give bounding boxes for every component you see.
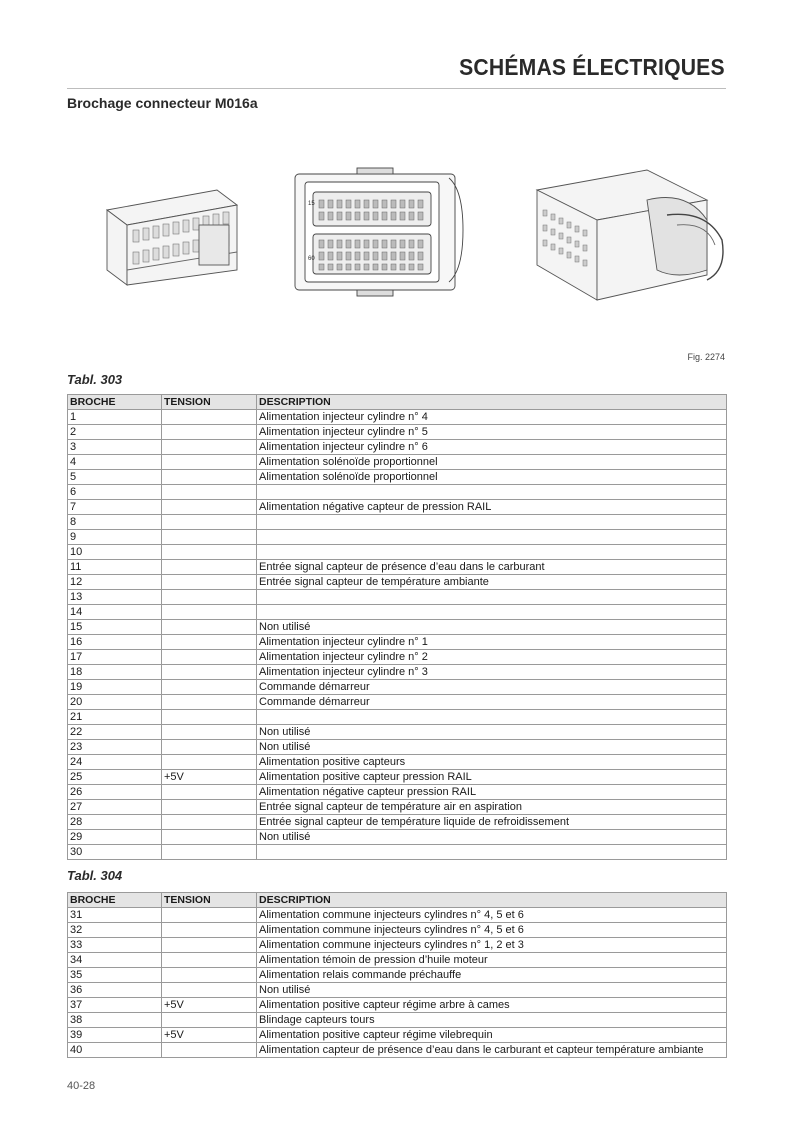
cell-description: Alimentation positive capteurs xyxy=(257,755,727,770)
page-number: 40-28 xyxy=(67,1080,96,1092)
cell-tension xyxy=(162,665,257,680)
table-row xyxy=(68,923,727,938)
cell-tension xyxy=(162,755,257,770)
table-row xyxy=(68,560,727,575)
cell-description: Entrée signal capteur de température liquide de refroidissement xyxy=(257,815,727,830)
cell-broche: 11 xyxy=(68,560,162,575)
cell-broche: 38 xyxy=(68,1013,162,1028)
cell-broche: 22 xyxy=(68,725,162,740)
table-row xyxy=(68,650,727,665)
cell-broche: 37 xyxy=(68,998,162,1013)
cell-broche: 17 xyxy=(68,650,162,665)
cell-tension xyxy=(162,938,257,953)
table-row xyxy=(68,680,727,695)
cell-broche: 35 xyxy=(68,968,162,983)
cell-broche: 20 xyxy=(68,695,162,710)
cell-tension xyxy=(162,740,257,755)
cell-tension xyxy=(162,983,257,998)
cell-tension xyxy=(162,605,257,620)
cell-description: Alimentation positive capteur régime vilebrequin xyxy=(257,1028,727,1043)
table-row xyxy=(68,815,727,830)
cell-tension xyxy=(162,953,257,968)
cell-broche: 6 xyxy=(68,485,162,500)
cell-description xyxy=(257,605,727,620)
cell-tension xyxy=(162,530,257,545)
cell-broche: 3 xyxy=(68,440,162,455)
cell-broche: 19 xyxy=(68,680,162,695)
connector-figure xyxy=(67,130,727,360)
cell-description: Non utilisé xyxy=(257,725,727,740)
table-row xyxy=(68,440,727,455)
cell-tension xyxy=(162,650,257,665)
connector-drawings xyxy=(67,130,727,360)
cell-description: Commande démarreur xyxy=(257,695,727,710)
header-broche: BROCHE xyxy=(68,395,162,410)
cell-broche: 34 xyxy=(68,953,162,968)
table-row xyxy=(68,455,727,470)
cell-description: Alimentation injecteur cylindre n° 4 xyxy=(257,410,727,425)
cell-description: Entrée signal capteur de température air en aspiration xyxy=(257,800,727,815)
table-row xyxy=(68,953,727,968)
cell-description xyxy=(257,590,727,605)
cell-description xyxy=(257,545,727,560)
cell-tension xyxy=(162,908,257,923)
cell-tension xyxy=(162,1013,257,1028)
cell-broche: 39 xyxy=(68,1028,162,1043)
cell-tension xyxy=(162,455,257,470)
cell-tension xyxy=(162,695,257,710)
table-row xyxy=(68,590,727,605)
cell-tension xyxy=(162,1043,257,1058)
cell-tension xyxy=(162,575,257,590)
cell-tension xyxy=(162,545,257,560)
cell-broche: 2 xyxy=(68,425,162,440)
table-row xyxy=(68,830,727,845)
cell-tension xyxy=(162,440,257,455)
cell-broche: 36 xyxy=(68,983,162,998)
table-row xyxy=(68,908,727,923)
table-row xyxy=(68,425,727,440)
table-row xyxy=(68,998,727,1013)
cell-broche: 33 xyxy=(68,938,162,953)
header-tension: TENSION xyxy=(162,395,257,410)
table-row xyxy=(68,485,727,500)
cell-broche: 1 xyxy=(68,410,162,425)
section-title: Brochage connecteur M016a xyxy=(67,95,258,111)
table-303-title: Tabl. 303 xyxy=(67,372,123,387)
table-row xyxy=(68,665,727,680)
cell-description: Alimentation négative capteur pression RAIL xyxy=(257,785,727,800)
cell-broche: 21 xyxy=(68,710,162,725)
table-row xyxy=(68,545,727,560)
table-row xyxy=(68,1013,727,1028)
table-row xyxy=(68,755,727,770)
cell-description xyxy=(257,485,727,500)
cell-tension xyxy=(162,470,257,485)
cell-description: Blindage capteurs tours xyxy=(257,1013,727,1028)
page-header-title: SCHÉMAS ÉLECTRIQUES xyxy=(459,54,725,80)
cell-broche: 13 xyxy=(68,590,162,605)
table-row xyxy=(68,785,727,800)
table-row xyxy=(68,740,727,755)
cell-tension xyxy=(162,830,257,845)
cell-description: Alimentation commune injecteurs cylindres n° 4, 5 et 6 xyxy=(257,923,727,938)
header-broche: BROCHE xyxy=(68,893,162,908)
cell-broche: 31 xyxy=(68,908,162,923)
cell-description: Commande démarreur xyxy=(257,680,727,695)
cell-tension xyxy=(162,923,257,938)
cell-broche: 8 xyxy=(68,515,162,530)
cell-broche: 10 xyxy=(68,545,162,560)
cell-description: Non utilisé xyxy=(257,620,727,635)
cell-tension xyxy=(162,635,257,650)
table-row xyxy=(68,770,727,785)
table-row xyxy=(68,725,727,740)
header-description: DESCRIPTION xyxy=(257,395,727,410)
cell-broche: 23 xyxy=(68,740,162,755)
cell-description: Alimentation positive capteur pression RAIL xyxy=(257,770,727,785)
cell-tension xyxy=(162,968,257,983)
table-row xyxy=(68,635,727,650)
cell-description: Non utilisé xyxy=(257,740,727,755)
table-row xyxy=(68,710,727,725)
pin-label-15: 15 xyxy=(308,201,315,207)
table-row xyxy=(68,410,727,425)
cell-tension: +5V xyxy=(162,998,257,1013)
cell-tension xyxy=(162,620,257,635)
cell-description: Alimentation solénoïde proportionnel xyxy=(257,455,727,470)
cell-tension xyxy=(162,560,257,575)
table-row xyxy=(68,695,727,710)
cell-tension xyxy=(162,815,257,830)
table-row xyxy=(68,620,727,635)
table-row xyxy=(68,575,727,590)
table-row xyxy=(68,1043,727,1058)
figure-caption: Fig. 2274 xyxy=(687,352,725,362)
pin-label-60: 60 xyxy=(308,256,315,262)
cell-broche: 26 xyxy=(68,785,162,800)
cell-description: Alimentation injecteur cylindre n° 1 xyxy=(257,635,727,650)
table-304-title: Tabl. 304 xyxy=(67,868,123,883)
cell-broche: 9 xyxy=(68,530,162,545)
cell-description: Alimentation commune injecteurs cylindres n° 1, 2 et 3 xyxy=(257,938,727,953)
cell-broche: 12 xyxy=(68,575,162,590)
cell-broche: 30 xyxy=(68,845,162,860)
connector-isometric-right xyxy=(537,170,723,300)
cell-tension xyxy=(162,725,257,740)
cell-description: Non utilisé xyxy=(257,983,727,998)
table-row xyxy=(68,1028,727,1043)
table-row xyxy=(68,470,727,485)
cell-tension xyxy=(162,710,257,725)
cell-broche: 18 xyxy=(68,665,162,680)
table-row xyxy=(68,500,727,515)
cell-tension xyxy=(162,785,257,800)
cell-tension xyxy=(162,590,257,605)
cell-broche: 15 xyxy=(68,620,162,635)
cell-tension: +5V xyxy=(162,1028,257,1043)
cell-broche: 29 xyxy=(68,830,162,845)
cell-description: Alimentation injecteur cylindre n° 2 xyxy=(257,650,727,665)
cell-broche: 14 xyxy=(68,605,162,620)
cell-description: Alimentation relais commande préchauffe xyxy=(257,968,727,983)
cell-broche: 27 xyxy=(68,800,162,815)
cell-description: Alimentation négative capteur de pression RAIL xyxy=(257,500,727,515)
cell-tension xyxy=(162,680,257,695)
cell-tension xyxy=(162,845,257,860)
cell-description: Alimentation injecteur cylindre n° 6 xyxy=(257,440,727,455)
cell-description: Alimentation positive capteur régime arbre à cames xyxy=(257,998,727,1013)
pin-table-304 xyxy=(67,892,727,1058)
cell-description xyxy=(257,710,727,725)
cell-tension: +5V xyxy=(162,770,257,785)
table-row xyxy=(68,968,727,983)
cell-tension xyxy=(162,515,257,530)
cell-description xyxy=(257,845,727,860)
cell-broche: 24 xyxy=(68,755,162,770)
cell-description xyxy=(257,530,727,545)
cell-tension xyxy=(162,800,257,815)
table-row xyxy=(68,515,727,530)
connector-front-center xyxy=(295,168,463,296)
cell-broche: 4 xyxy=(68,455,162,470)
table-row xyxy=(68,938,727,953)
cell-broche: 28 xyxy=(68,815,162,830)
table-row xyxy=(68,800,727,815)
header-divider xyxy=(67,88,726,89)
cell-tension xyxy=(162,485,257,500)
cell-description: Alimentation injecteur cylindre n° 5 xyxy=(257,425,727,440)
cell-description xyxy=(257,515,727,530)
table-row xyxy=(68,605,727,620)
cell-broche: 25 xyxy=(68,770,162,785)
cell-broche: 7 xyxy=(68,500,162,515)
cell-description: Non utilisé xyxy=(257,830,727,845)
cell-broche: 5 xyxy=(68,470,162,485)
table-row xyxy=(68,845,727,860)
cell-description: Entrée signal capteur de température ambiante xyxy=(257,575,727,590)
cell-broche: 16 xyxy=(68,635,162,650)
cell-description: Alimentation injecteur cylindre n° 3 xyxy=(257,665,727,680)
cell-description: Alimentation témoin de pression d’huile moteur xyxy=(257,953,727,968)
cell-description: Alimentation capteur de présence d’eau dans le carburant et capteur température ambiante xyxy=(257,1043,727,1058)
cell-tension xyxy=(162,425,257,440)
cell-description: Alimentation solénoïde proportionnel xyxy=(257,470,727,485)
cell-tension xyxy=(162,410,257,425)
cell-broche: 32 xyxy=(68,923,162,938)
table-row xyxy=(68,983,727,998)
cell-description: Entrée signal capteur de présence d’eau dans le carburant xyxy=(257,560,727,575)
cell-broche: 40 xyxy=(68,1043,162,1058)
cell-tension xyxy=(162,500,257,515)
cell-description: Alimentation commune injecteurs cylindres n° 4, 5 et 6 xyxy=(257,908,727,923)
header-tension: TENSION xyxy=(162,893,257,908)
connector-isometric-left xyxy=(107,190,237,285)
pin-table-303 xyxy=(67,394,727,860)
header-description: DESCRIPTION xyxy=(257,893,727,908)
table-row xyxy=(68,530,727,545)
